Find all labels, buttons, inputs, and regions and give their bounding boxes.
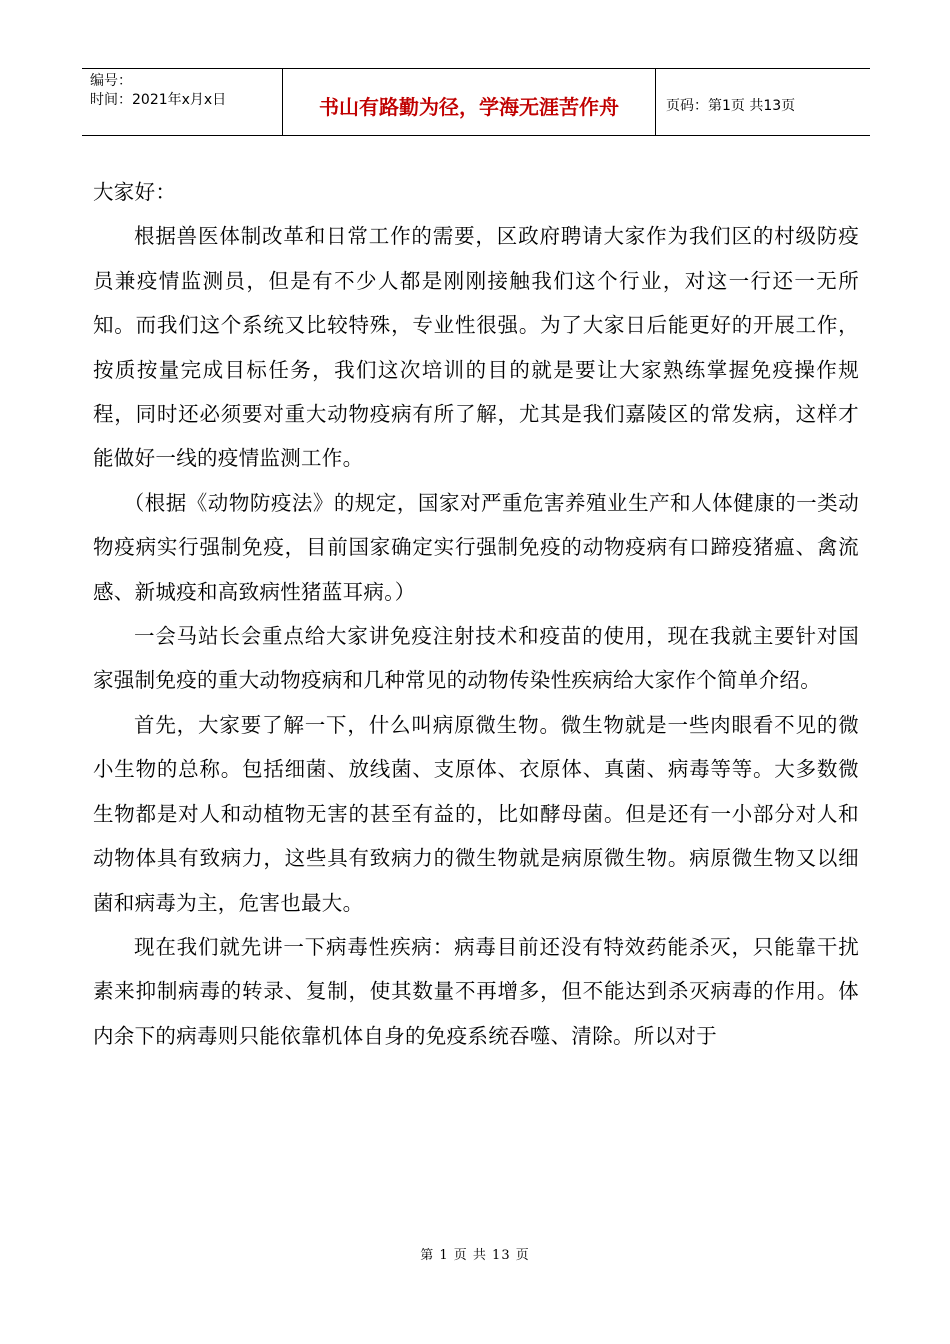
date-label: 时间：2021年x月x日 <box>90 92 227 108</box>
header-page-info: 页码：第1页 共13页 <box>666 98 796 114</box>
number-label: 编号： <box>90 73 132 89</box>
page-header <box>82 68 870 136</box>
header-meta <box>82 69 282 135</box>
greeting: 大家好： <box>93 180 177 204</box>
paragraph-law-note: （根据《动物防疫法》的规定，国家对严重危害养殖业生产和人体健康的一类动物疫病实行强制免疫，目前国家确定实行强制免疫的动物疫病有口蹄疫猪瘟、禽流感、新城疫和高致病性猪蓝耳病。） <box>93 490 859 604</box>
header-motto: 书山有路勤为径，学海无涯苦作舟 <box>282 69 656 135</box>
paragraph-microbes: 首先，大家要了解一下，什么叫病原微生物。微生物就是一些肉眼看不见的微小生物的总称。包括细菌、放线菌、支原体、衣原体、真菌、病毒等等。大多数微生物都是对人和动植物无害的甚至有益的，比如酵母菌。但是还有一小部分对人和动物体具有致病力，这些具有致病力的微生物就是病原微生物。病原微生物又以细菌和病毒为主，危害也最大。 <box>93 712 859 915</box>
paragraph-intro: 根据兽医体制改革和日常工作的需要，区政府聘请大家作为我们区的村级防疫员兼疫情监测员，但是有不少人都是刚刚接触我们这个行业，对这一行还一无所知。而我们这个系统又比较特殊，专业性很强。为了大家日后能更好的开展工作，按质按量完成目标任务，我们这次培训的目的就是要让大家熟练掌握免疫操作规程，同时还必须要对重大动物疫病有所了解，尤其是我们嘉陵区的常发病，这样才能做好一线的疫情监测工作。 <box>93 224 859 471</box>
paragraph-overview: 一会马站长会重点给大家讲免疫注射技术和疫苗的使用，现在我就主要针对国家强制免疫的重大动物疫病和几种常见的动物传染性疾病给大家作个简单介绍。 <box>93 624 859 693</box>
paragraph-viral-diseases: 现在我们就先讲一下病毒性疾病：病毒目前还没有特效药能杀灭，只能靠干扰素来抑制病毒的转录、复制，使其数量不再增多，但不能达到杀灭病毒的作用。体内余下的病毒则只能依靠机体自身的免疫系统吞噬、清除。所以对于 <box>93 934 859 1048</box>
page-footer: 第 1 页 共 13 页 <box>420 1248 530 1263</box>
document-body <box>93 170 859 1058</box>
